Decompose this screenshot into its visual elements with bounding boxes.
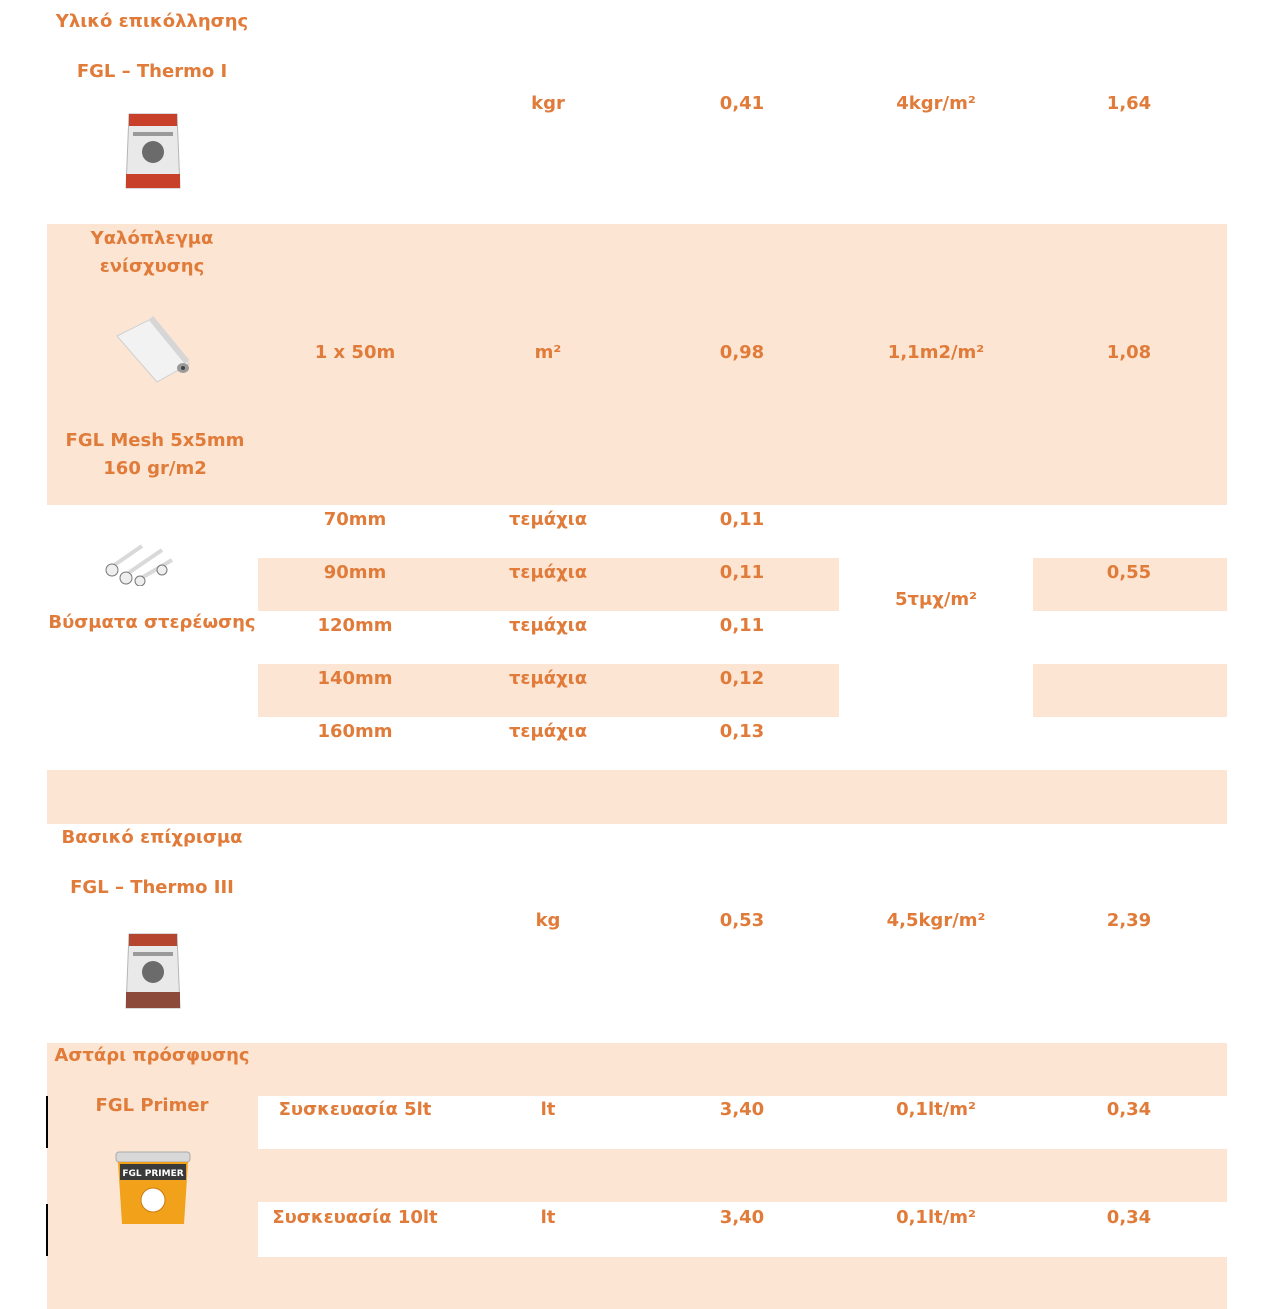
primer-consumption: 0,1lt/m² xyxy=(896,1099,976,1120)
primer-bucket-icon xyxy=(112,1150,194,1233)
anchor-unit: τεμάχια xyxy=(508,615,588,636)
anchor-size: 120mm xyxy=(317,615,393,636)
mesh-package: 1 x 50m xyxy=(314,342,396,363)
bucket-label: FGL PRIMER xyxy=(122,1169,184,1179)
adhesive-cost: 1,64 xyxy=(1106,93,1152,114)
primer-product: FGL Primer xyxy=(95,1095,209,1116)
primer-title: Αστάρι πρόσφυσης xyxy=(54,1045,250,1066)
anchor-size: 160mm xyxy=(317,721,393,742)
adhesive-unit: kgr xyxy=(531,93,565,114)
primer-package: Συσκευασία 10lt xyxy=(272,1207,438,1228)
primer-price: 3,40 xyxy=(719,1099,765,1120)
adhesive-title: Υλικό επικόλλησης xyxy=(55,11,249,32)
anchor-price: 0,12 xyxy=(719,668,765,689)
primer-consumption: 0,1lt/m² xyxy=(896,1207,976,1228)
mesh-product: FGL Mesh 5x5mm 160 gr/m2 xyxy=(65,430,245,479)
bottom-band xyxy=(47,1257,1227,1309)
mesh-cost: 1,08 xyxy=(1106,342,1152,363)
anchor-unit: τεμάχια xyxy=(508,721,588,742)
primer-unit: lt xyxy=(540,1099,556,1120)
basecoat-consumption: 4,5kgr/m² xyxy=(886,910,986,931)
adhesive-product: FGL – Thermo I xyxy=(76,61,228,82)
anchor-price: 0,11 xyxy=(719,615,765,636)
basecoat-unit: kg xyxy=(535,910,561,931)
border-mark xyxy=(46,1096,48,1148)
anchor-size: 140mm xyxy=(317,668,393,689)
mesh-price: 0,98 xyxy=(719,342,765,363)
basecoat-product: FGL – Thermo III xyxy=(70,877,234,898)
mesh-roll-icon xyxy=(113,312,193,389)
primer-mid-band xyxy=(258,1149,1227,1202)
anchor-unit: τεμάχια xyxy=(508,668,588,689)
anchor-size: 90mm xyxy=(323,562,387,583)
anchor-size: 70mm xyxy=(323,509,387,530)
basecoat-title: Βασικό επίχρισμα xyxy=(61,827,243,848)
primer-cost: 0,34 xyxy=(1106,1099,1152,1120)
anchor-price: 0,11 xyxy=(719,509,765,530)
primer-cost: 0,34 xyxy=(1106,1207,1152,1228)
anchors-140-cost-band xyxy=(1033,664,1227,717)
anchor-price: 0,13 xyxy=(719,721,765,742)
anchor-unit: τεμάχια xyxy=(508,562,588,583)
mesh-consumption: 1,1m2/m² xyxy=(887,342,985,363)
primer-price: 3,40 xyxy=(719,1207,765,1228)
mesh-unit: m² xyxy=(534,342,562,363)
adhesive-price: 0,41 xyxy=(719,93,765,114)
basecoat-bag-icon xyxy=(123,928,183,1019)
spacer-band xyxy=(47,770,1227,824)
anchor-price: 0,11 xyxy=(719,562,765,583)
basecoat-cost: 2,39 xyxy=(1106,910,1152,931)
primer-package: Συσκευασία 5lt xyxy=(278,1099,432,1120)
adhesive-bag-icon xyxy=(123,108,183,199)
primer-unit: lt xyxy=(540,1207,556,1228)
anchors-cost: 0,55 xyxy=(1106,562,1152,583)
anchors-consumption: 5τμχ/m² xyxy=(894,589,978,610)
mesh-title: Υαλόπλεγμα ενίσχυσης xyxy=(90,228,214,277)
anchors-title: Βύσματα στερέωσης xyxy=(48,612,256,633)
border-mark xyxy=(46,1204,48,1256)
anchors-icon xyxy=(102,540,178,591)
adhesive-consumption: 4kgr/m² xyxy=(896,93,976,114)
anchor-unit: τεμάχια xyxy=(508,509,588,530)
basecoat-price: 0,53 xyxy=(719,910,765,931)
